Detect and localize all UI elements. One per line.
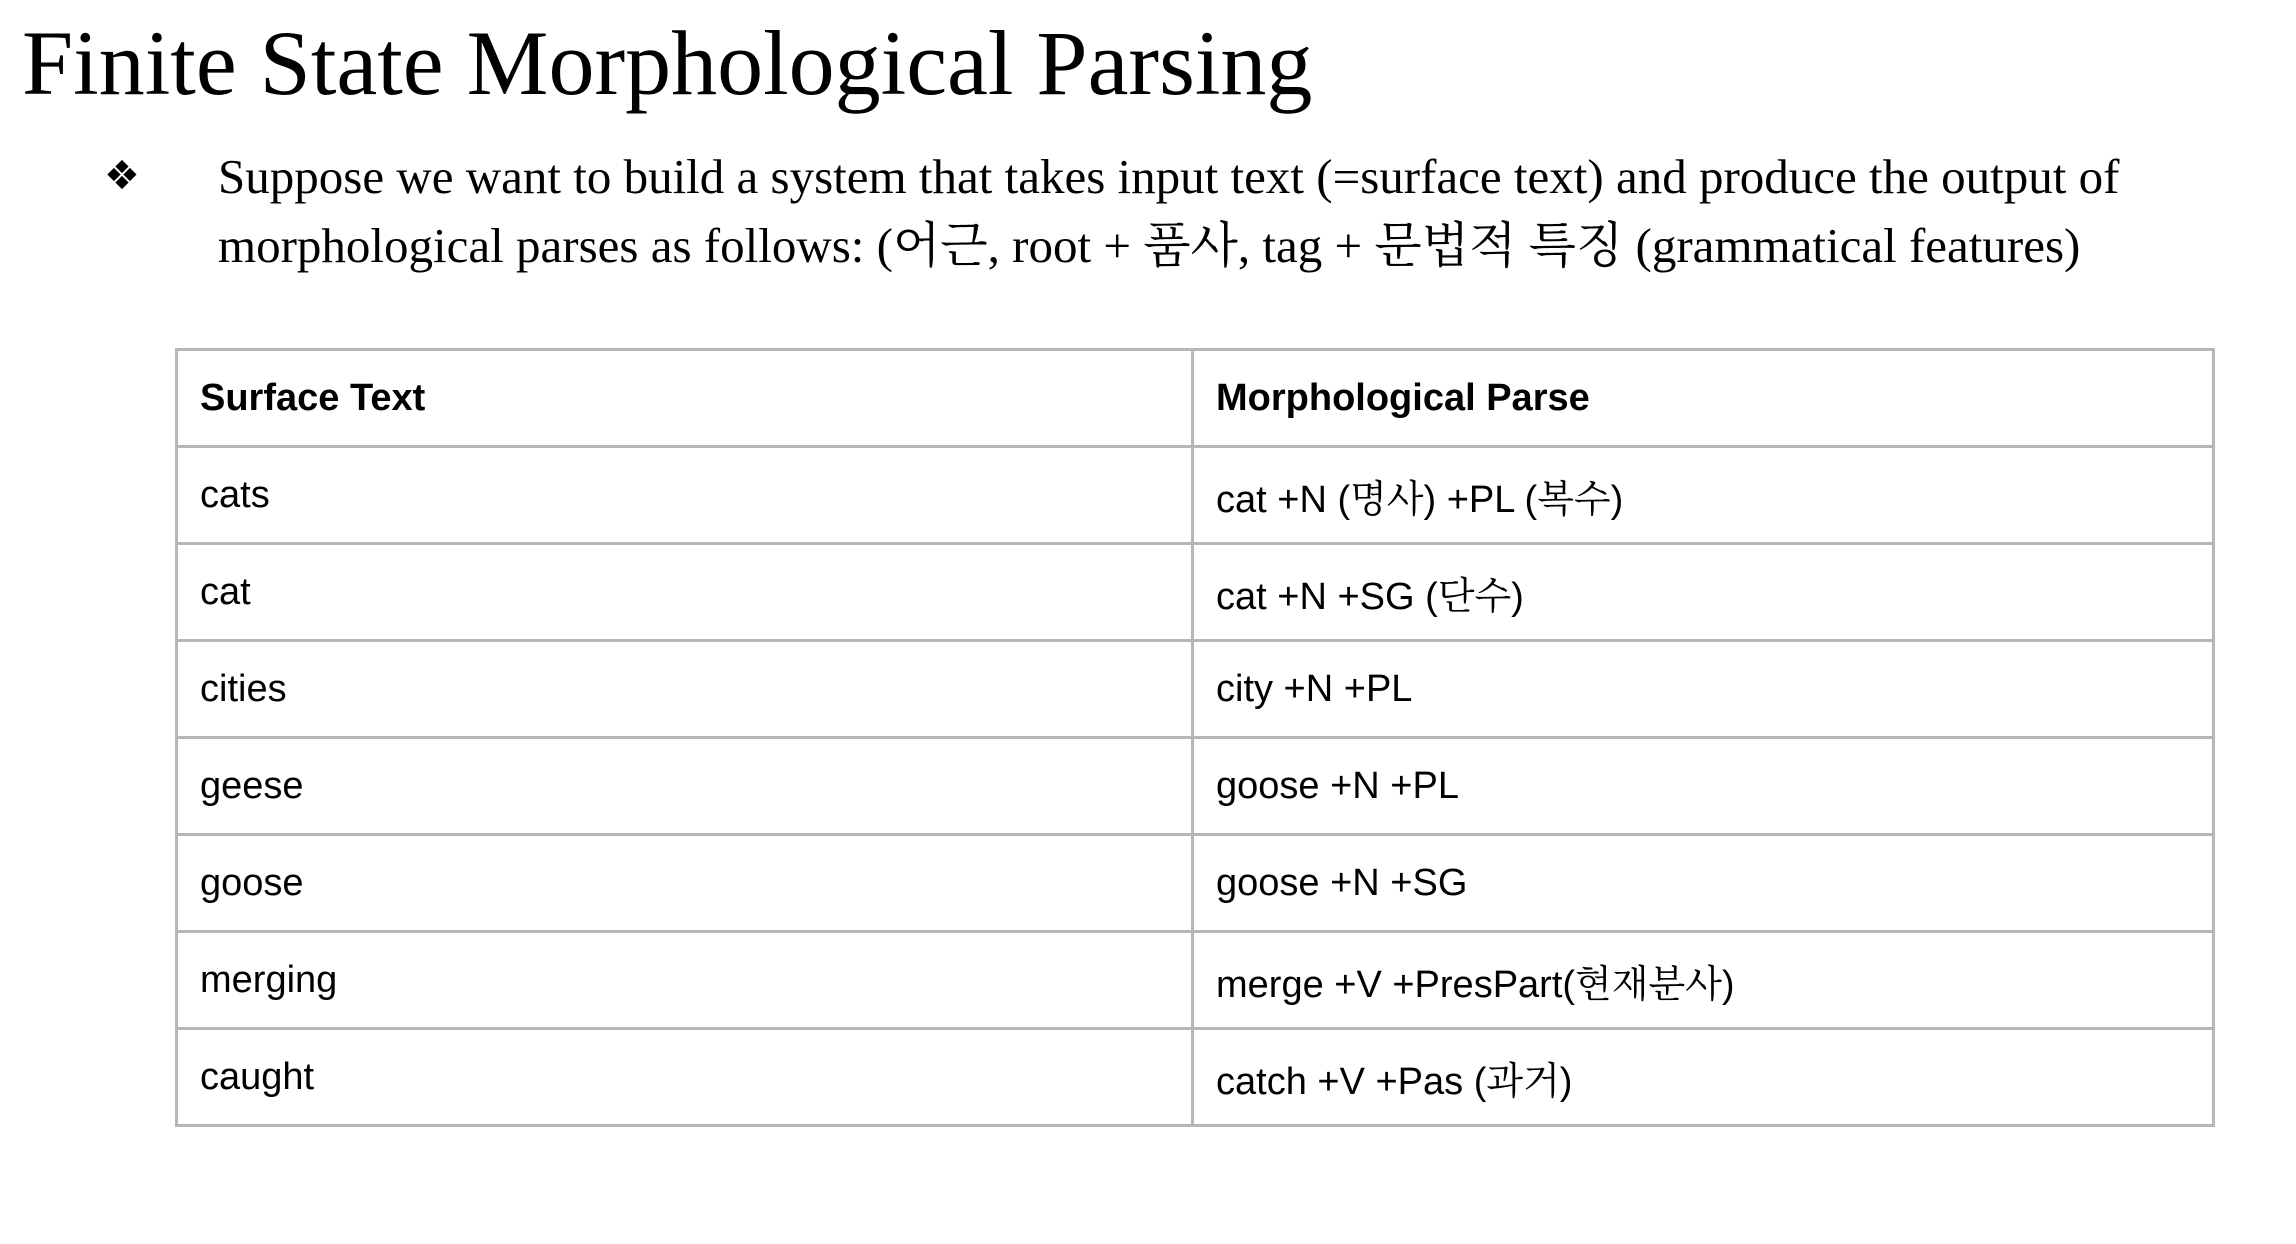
four-diamond-bullet-icon: ❖: [104, 153, 140, 199]
table-row: [177, 544, 2214, 641]
surface-text-cell: caught: [177, 1029, 1193, 1126]
morphological-parse-cell: goose +N +PL: [1193, 738, 2214, 835]
table-row: [177, 641, 2214, 738]
bullet-text-line-1: Suppose we want to build a system that takes input text (=surface text) and produce the output of: [218, 149, 2120, 204]
table-row: [177, 447, 2214, 544]
morphological-parse-table: [175, 348, 2215, 1127]
surface-text-cell: cats: [177, 447, 1193, 544]
surface-text-cell: cities: [177, 641, 1193, 738]
table-row: [177, 1029, 2214, 1126]
surface-text-cell: merging: [177, 932, 1193, 1029]
surface-text-cell: cat: [177, 544, 1193, 641]
column-header-morphological-parse: Morphological Parse: [1193, 350, 2214, 447]
column-header-surface-text: Surface Text: [177, 350, 1193, 447]
morphological-parse-cell: cat +N (명사) +PL (복수): [1193, 447, 2214, 544]
morphological-parse-cell: catch +V +Pas (과거): [1193, 1029, 2214, 1126]
morphological-parse-cell: city +N +PL: [1193, 641, 2214, 738]
table-row: [177, 738, 2214, 835]
page-title: Finite State Morphological Parsing: [22, 12, 1313, 114]
morphological-parse-cell: cat +N +SG (단수): [1193, 544, 2214, 641]
morphological-parse-cell: merge +V +PresPart(현재분사): [1193, 932, 2214, 1029]
bullet-text: [218, 142, 2268, 280]
table-header-row: [177, 350, 2214, 447]
table-row: [177, 932, 2214, 1029]
morphological-parse-cell: goose +N +SG: [1193, 835, 2214, 932]
table-row: [177, 835, 2214, 932]
bullet-text-line-2: morphological parses as follows: (어근, root + 품사, tag + 문법적 특징 (grammatical features): [218, 218, 2081, 273]
surface-text-cell: geese: [177, 738, 1193, 835]
surface-text-cell: goose: [177, 835, 1193, 932]
